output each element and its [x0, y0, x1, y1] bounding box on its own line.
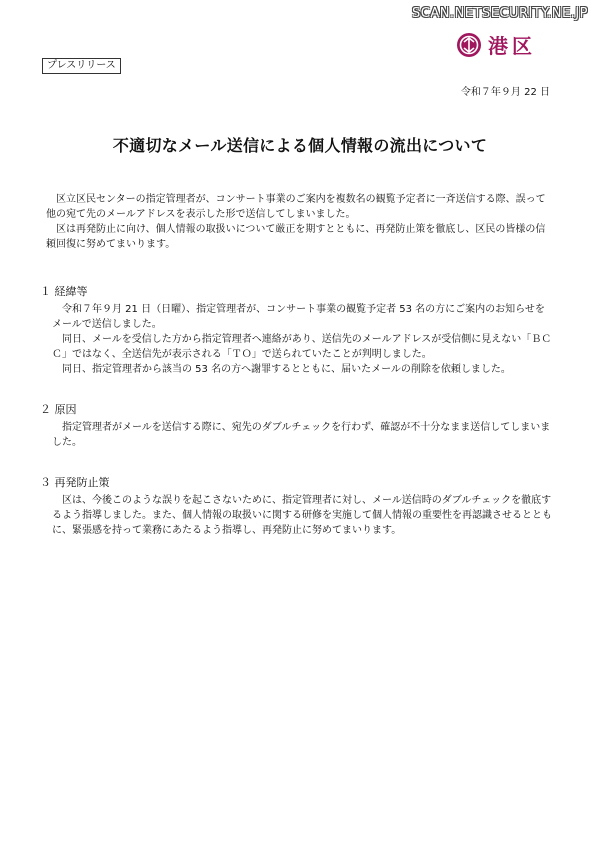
release-date: 令和７年９月 22 日: [460, 87, 550, 98]
watermark-text: SCAN.NETSECURITY.NE.JP: [411, 6, 588, 21]
section-paragraph: 令和７年９月 21 日（日曜）、指定管理者が、コンサート事業の観覧予定者 53 名の方にご案内のお知らせをメールで送信しました。: [52, 304, 545, 330]
section-heading: ２ 原因: [40, 403, 77, 416]
section-paragraph: 同日、指定管理者から該当の 53 名の方へ謝罪するとともに、届いたメールの削除を依頼しました。: [62, 364, 511, 375]
section-paragraph: 指定管理者がメールを送信する際に、宛先のダブルチェックを行わず、確認が不十分なまま送信してしまいました。: [52, 422, 551, 448]
section-background: [40, 284, 554, 377]
section-heading: １ 経緯等: [40, 285, 88, 298]
press-release-badge: プレスリリース: [42, 58, 121, 74]
ward-name: 港区: [488, 34, 536, 58]
section-cause: [40, 402, 554, 450]
section-heading: ３ 再発防止策: [40, 476, 110, 489]
ward-logo: [456, 30, 536, 59]
ward-emblem-icon: [456, 32, 482, 58]
section-paragraph: 同日、メールを受信した方から指定管理者へ連絡があり、送信先のメールアドレスが受信側に見えない「ＢＣＣ」ではなく、全送信先が表示される「ＴＯ」で送られていたことが判明しました。: [52, 334, 552, 360]
document-body: [40, 192, 554, 538]
intro-paragraph: 区立区民センターの指定管理者が、コンサート事業のご案内を複数名の観覧予定者に一斉送信する際、誤って他の宛て先のメールアドレスを表示した形で送信してしまいました。: [46, 194, 546, 220]
document-title: 不適切なメール送信による個人情報の流出について: [112, 136, 488, 155]
section-paragraph: 区は、今後このような誤りを起こさないために、指定管理者に対し、メール送信時のダブルチェックを徹底するよう指導しました。また、個人情報の取扱いに関する研修を実施して個人情報の重要性を再認識させるとともに、緊張感を持って業務にあたるよう指導し、再発防止に努めてまいります。: [52, 495, 552, 536]
section-prevention: [40, 475, 554, 538]
intro-paragraph: 区は再発防止に向け、個人情報の取扱いについて厳正を期すとともに、再発防止策を徹底し、区民の皆様の信頼回復に努めてまいります。: [46, 224, 546, 250]
intro: [46, 192, 554, 252]
